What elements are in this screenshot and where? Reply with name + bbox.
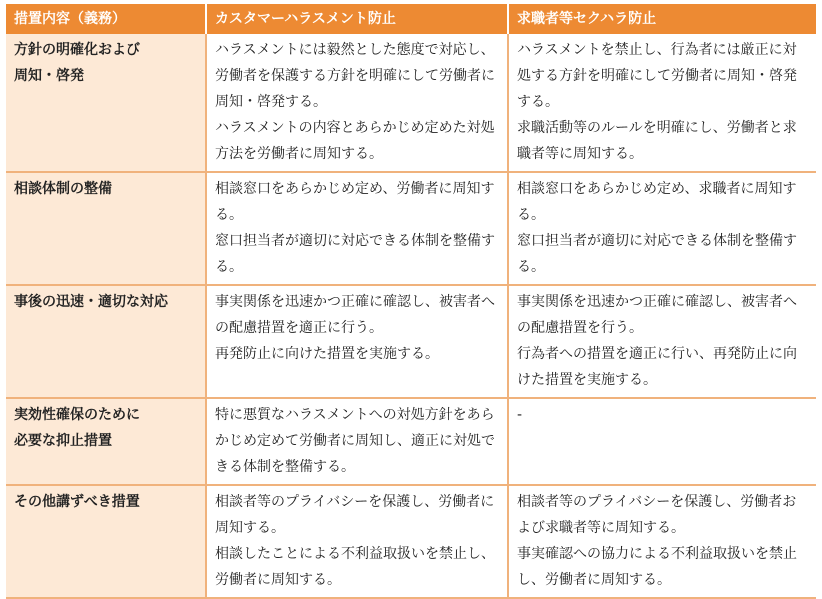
customer-cell xyxy=(206,172,508,285)
customer-cell xyxy=(206,485,508,598)
jobseeker-cell xyxy=(508,398,816,485)
cell-paragraph: 行為者への措置を適正に行い、再発防止に向けた措置を実施する。 xyxy=(517,346,797,388)
header-customer-harassment: カスタマーハラスメント防止 xyxy=(206,4,508,34)
row-label xyxy=(6,34,206,172)
cell-paragraph: ハラスメントの内容とあらかじめ定めた対処方法を労働者に周知する。 xyxy=(215,120,495,162)
cell-paragraph: ハラスメントを禁止し、行為者には厳正に対処する方針を明確にして労働者に周知・啓発する。 xyxy=(517,42,797,110)
table-row xyxy=(6,285,816,398)
customer-cell xyxy=(206,398,508,485)
cell-paragraph: 相談者等のプライバシーを保護し、労働者に周知する。 xyxy=(215,494,495,536)
cell-paragraph: 再発防止に向けた措置を実施する。 xyxy=(215,346,439,362)
jobseeker-cell xyxy=(508,172,816,285)
cell-paragraph: 相談窓口をあらかじめ定め、求職者に周知する。 xyxy=(517,181,797,223)
jobseeker-cell xyxy=(508,485,816,598)
row-label-line: 相談体制の整備 xyxy=(14,181,112,197)
cell-paragraph: 相談者等のプライバシーを保護し、労働者および求職者等に周知する。 xyxy=(517,494,797,536)
row-label-line: 周知・啓発 xyxy=(14,68,84,84)
customer-cell xyxy=(206,34,508,172)
table-header-row xyxy=(6,4,816,34)
row-label xyxy=(6,398,206,485)
cell-paragraph: 相談したことによる不利益取扱いを禁止し、労働者に周知する。 xyxy=(215,546,495,588)
row-label-line: 必要な抑止措置 xyxy=(14,433,112,449)
cell-paragraph: ハラスメントには毅然とした態度で対応し、労働者を保護する方針を明確にして労働者に周知・啓発する。 xyxy=(215,42,495,110)
cell-paragraph: 事実確認への協力による不利益取扱いを禁止し、労働者に周知する。 xyxy=(517,546,797,588)
row-label-line: 実効性確保のために xyxy=(14,407,140,423)
jobseeker-cell xyxy=(508,285,816,398)
table-row xyxy=(6,398,816,485)
cell-paragraph: 特に悪質なハラスメントへの対処方針をあらかじめ定めて労働者に周知し、適正に対処できる体制を整備する。 xyxy=(215,407,495,475)
cell-paragraph: 窓口担当者が適切に対応できる体制を整備する。 xyxy=(215,233,495,275)
cell-paragraph: 相談窓口をあらかじめ定め、労働者に周知する。 xyxy=(215,181,495,223)
cell-paragraph: 事実関係を迅速かつ正確に確認し、被害者への配慮措置を行う。 xyxy=(517,294,797,336)
measures-table xyxy=(6,4,816,599)
table-row xyxy=(6,172,816,285)
header-measure: 措置内容（義務） xyxy=(6,4,206,34)
table-row xyxy=(6,485,816,598)
cell-paragraph: 事実関係を迅速かつ正確に確認し、被害者への配慮措置を適正に行う。 xyxy=(215,294,495,336)
row-label xyxy=(6,285,206,398)
row-label-line: その他講ずべき措置 xyxy=(14,494,140,510)
measures-table-container xyxy=(6,4,816,599)
row-label xyxy=(6,172,206,285)
jobseeker-cell xyxy=(508,34,816,172)
cell-paragraph: 求職活動等のルールを明確にし、労働者と求職者等に周知する。 xyxy=(517,120,797,162)
row-label-line: 事後の迅速・適切な対応 xyxy=(14,294,168,310)
cell-paragraph: - xyxy=(517,407,523,423)
table-row xyxy=(6,34,816,172)
header-jobseeker-harassment: 求職者等セクハラ防止 xyxy=(508,4,816,34)
row-label xyxy=(6,485,206,598)
row-label-line: 方針の明確化および xyxy=(14,42,140,58)
cell-paragraph: 窓口担当者が適切に対応できる体制を整備する。 xyxy=(517,233,797,275)
customer-cell xyxy=(206,285,508,398)
